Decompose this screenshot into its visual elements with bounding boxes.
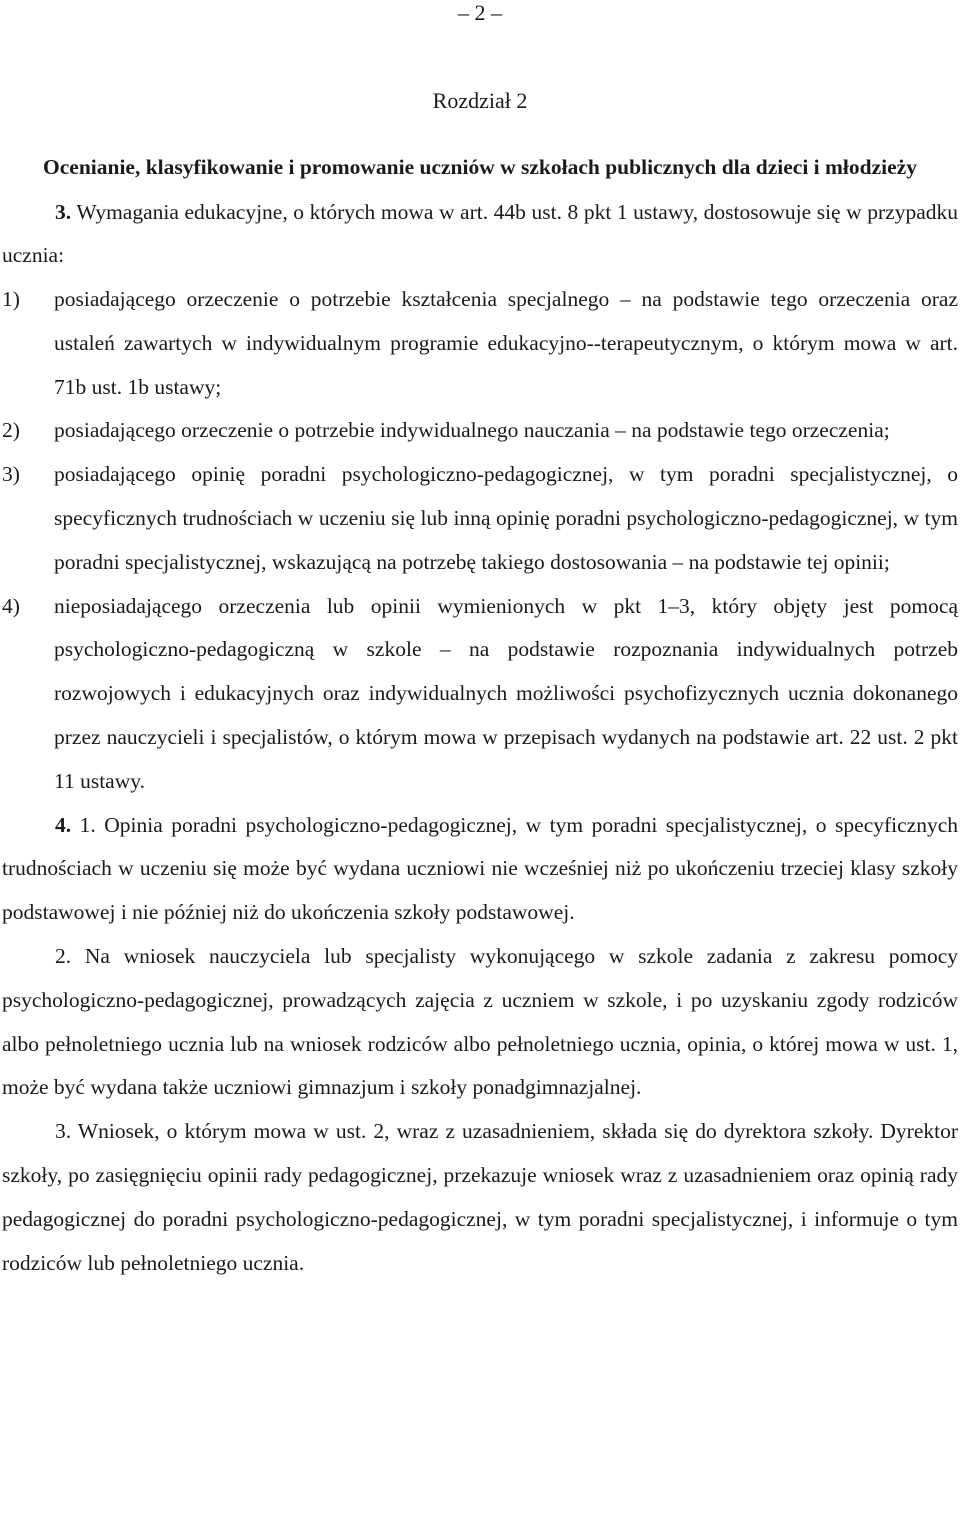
paragraph-text: Opinia poradni psychologiczno-pedagogicznej, w tym poradni specjalistycznej, o specyficznych trudnościach w uczeniu się może być wydana uczniowi nie wcześniej niż po ukończeniu trzeciej klasy szkoły podstawowej i nie później niż do ukończenia szkoły podstawowej. — [2, 812, 959, 925]
list-item-text: posiadającego orzeczenie o potrzebie indywidualnego nauczania – na podstawie tego orzeczenia; — [54, 418, 890, 443]
section-4-number: 4. — [55, 812, 72, 837]
list-item-2 — [2, 409, 958, 453]
section-4-paragraph-1 — [2, 804, 958, 935]
section-4-paragraph-3: 3. Wniosek, o którym mowa w ust. 2, wraz z uzasadnieniem, składa się do dyrektora szkoły. Dyrektor szkoły, po zasięgnięciu opinii rady pedagogicznej, przekazuje wniosek wraz z uzasadnieniem oraz opinią rady pedagogicznej do poradni psychologiczno-pedagogicznej, w tym poradni specjalistycznej, i informuje o tym rodziców lub pełnoletniego ucznia. — [2, 1119, 958, 1275]
chapter-title: Rozdział 2 — [432, 88, 528, 113]
section-4-paragraph-2: 2. Na wniosek nauczyciela lub specjalisty wykonującego w szkole zadania z zakresu pomocy psychologiczno-pedagogicznej, prowadzących zajęcia z uczniem w szkole, i po uzyskaniu zgody rodziców albo pełnoletniego ucznia lub na wniosek rodziców albo pełnoletniego ucznia, opinia, o której mowa w ust. 1, może być wydana także uczniowi gimnazjum i szkoły ponadgimnazjalnej. — [2, 944, 958, 1100]
section-3-number: 3. — [55, 199, 72, 224]
list-item-number: 3) — [2, 462, 20, 487]
list-item-3 — [2, 453, 958, 584]
page-number: – 2 – — [458, 0, 502, 25]
list-item-1 — [2, 278, 958, 409]
list-item-4 — [2, 585, 958, 804]
list-item-text: posiadającego opinię poradni psychologiczno-pedagogicznej, w tym poradni specjalistycznej, o specyficznych trudnościach w uczeniu się lub inną opinię poradni psychologiczno-pedagogicznej, w tym poradni specjalistycznej, wskazującą na potrzebę takiego dostosowania – na podstawie tej opinii; — [54, 462, 958, 574]
section-3-intro — [2, 191, 958, 279]
chapter-subtitle: Ocenianie, klasyfikowanie i promowanie uczniów w szkołach publicznych dla dzieci i młodzieży — [43, 155, 917, 179]
section-3-intro-text: Wymagania edukacyjne, o których mowa w art. 44b ust. 8 pkt 1 ustawy, dostosowuje się w przypadku ucznia: — [2, 199, 958, 268]
list-item-number: 1) — [2, 287, 20, 312]
list-item-number: 2) — [2, 418, 20, 443]
list-item-number: 4) — [2, 593, 20, 618]
list-item-text: posiadającego orzeczenie o potrzebie kształcenia specjalnego – na podstawie tego orzeczenia oraz ustaleń zawartych w indywidualnym programie edukacyjno--terapeutycznym, o którym mowa w art. 71b ust. 1b ustawy; — [54, 287, 958, 399]
list-item-text: nieposiadającego orzeczenia lub opinii wymienionych w pkt 1–3, który objęty jest pomocą psychologiczno-pedagogiczną w szkole – na podstawie rozpoznania indywidualnych potrzeb rozwojowych i edukacyjnych oraz indywidualnych możliwości psychofizycznych ucznia dokonanego przez nauczycieli i specjalistów, o którym mowa w przepisach wydanych na podstawie art. 22 ust. 2 pkt 11 ustawy. — [54, 593, 958, 793]
paragraph-number: 1. — [79, 812, 96, 837]
